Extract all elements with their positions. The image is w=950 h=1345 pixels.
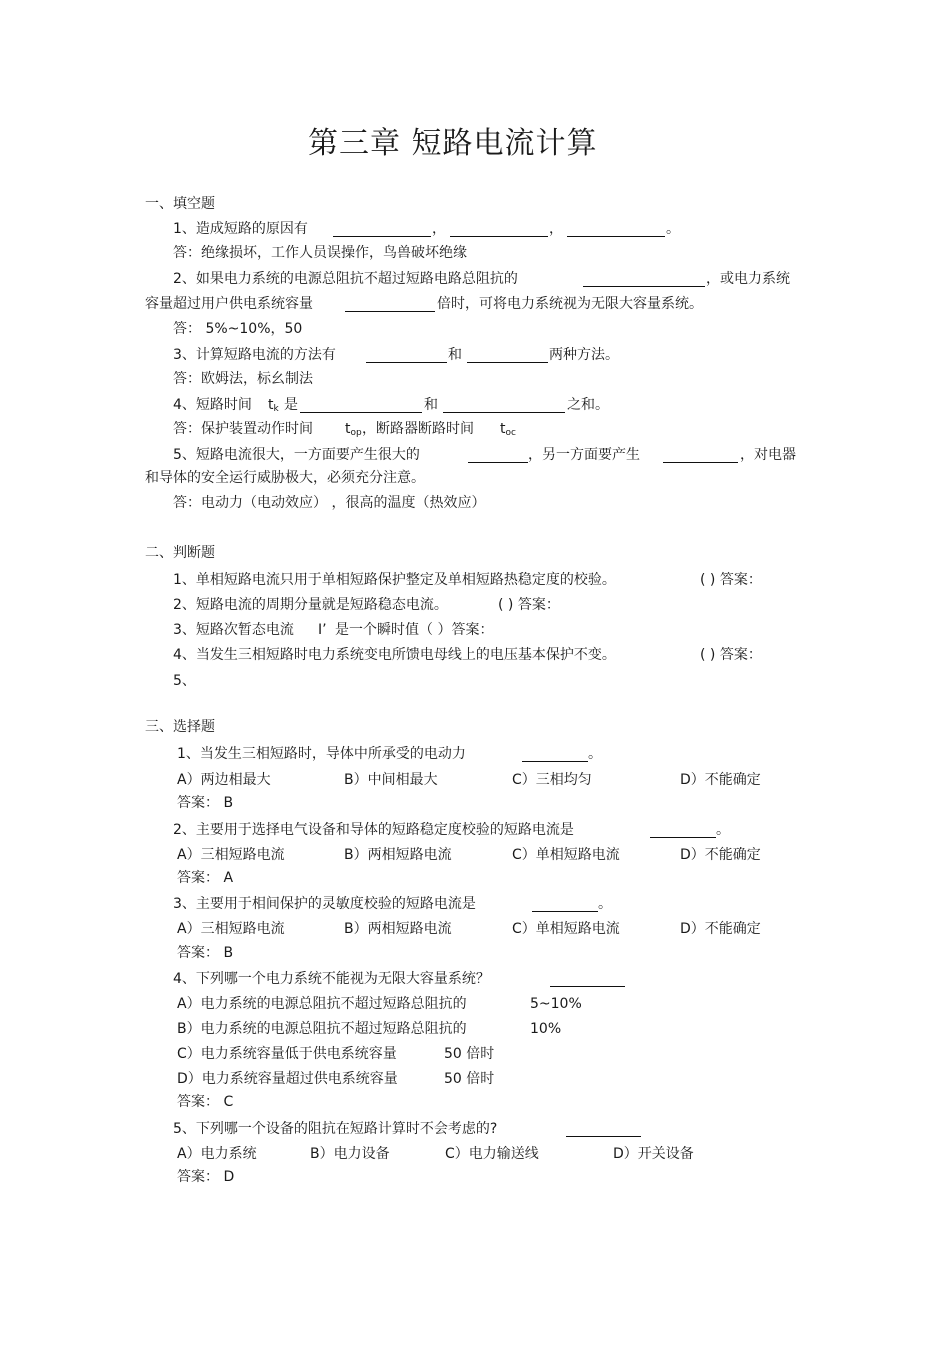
choice-q4-option-b-value: 10% — [530, 1021, 562, 1037]
fill-q2-blank-1[interactable] — [583, 272, 705, 287]
choice-q3-option-d[interactable]: D）不能确定 — [680, 921, 761, 937]
choice-q3-end: 。 — [598, 896, 612, 912]
fill-q1-blank-2[interactable] — [450, 222, 548, 237]
choice-q2-blank[interactable] — [650, 823, 716, 838]
fill-q4-is: 是 — [284, 397, 298, 413]
judge-q3-i-var: I’ — [318, 622, 327, 638]
fill-q4-answer-mid: ，断路器断路时间 — [362, 421, 474, 437]
fill-q5-line2: 和导体的安全运行威胁极大，必须充分注意。 — [145, 470, 425, 486]
fill-q4-answer-toc — [500, 420, 516, 442]
fill-q2-line2-pre: 容量超过用户供电系统容量 — [145, 296, 313, 312]
t-symbol: t — [345, 421, 351, 437]
section-heading-choice: 三、选择题 — [145, 719, 215, 735]
choice-q5-option-b[interactable]: B）电力设备 — [310, 1146, 390, 1162]
judge-q2-answer-box[interactable]: ( ) 答案： — [498, 597, 560, 613]
choice-q3-option-a[interactable]: A）三相短路电流 — [177, 921, 285, 937]
fill-q2-after: ，或电力系统 — [706, 271, 790, 287]
page-title: 第三章 短路电流计算 — [308, 126, 598, 161]
choice-q2-option-d[interactable]: D）不能确定 — [680, 847, 761, 863]
fill-q2-blank-2[interactable] — [345, 297, 435, 312]
choice-q3-answer: 答案： B — [177, 945, 234, 961]
choice-q1-option-d[interactable]: D）不能确定 — [680, 772, 761, 788]
fill-q5-text: 5、短路电流很大，一方面要产生很大的 — [173, 447, 420, 463]
fill-q4-text: 4、短路时间 — [173, 397, 252, 413]
fill-q2-line2-post: 倍时，可将电力系统视为无限大容量系统。 — [437, 296, 703, 312]
fill-q3-blank-2[interactable] — [467, 348, 548, 363]
choice-q1-text: 1、当发生三相短路时，导体中所承受的电动力 — [177, 746, 466, 762]
t-subscript-k: k — [273, 404, 279, 414]
t-subscript-oc: oc — [505, 428, 516, 438]
choice-q5-option-a[interactable]: A）电力系统 — [177, 1146, 257, 1162]
choice-q5-option-d[interactable]: D）开关设备 — [613, 1146, 694, 1162]
fill-q2-answer: 答： 5%~10%，50 — [173, 321, 303, 337]
choice-q4-option-b[interactable]: B）电力系统的电源总阻抗不超过短路总阻抗的 — [177, 1021, 467, 1037]
fill-q4-t-var — [268, 396, 279, 418]
choice-q2-answer: 答案： A — [177, 870, 234, 886]
fill-q5-end: ，对电器 — [740, 447, 796, 463]
fill-q1-blank-1[interactable] — [333, 222, 431, 237]
fill-q1-answer: 答：绝缘损坏，工作人员误操作，鸟兽破坏绝缘 — [173, 245, 467, 261]
judge-q4-answer-box[interactable]: ( ) 答案： — [700, 647, 762, 663]
choice-q1-answer: 答案： B — [177, 795, 234, 811]
section-heading-judge: 二、判断题 — [145, 545, 215, 561]
choice-q4-option-a[interactable]: A）电力系统的电源总阻抗不超过短路总阻抗的 — [177, 996, 467, 1012]
choice-q3-blank[interactable] — [532, 897, 598, 912]
fill-q5-blank-1[interactable] — [468, 448, 528, 463]
fill-q5-mid: ，另一方面要产生 — [528, 447, 640, 463]
fill-q3-answer: 答：欧姆法，标幺制法 — [173, 371, 313, 387]
choice-q3-option-c[interactable]: C）单相短路电流 — [512, 921, 620, 937]
fill-q4-answer-top — [345, 420, 362, 442]
choice-q2-option-c[interactable]: C）单相短路电流 — [512, 847, 620, 863]
fill-q4-end: 之和。 — [567, 397, 609, 413]
choice-q4-option-d-value: 50 倍时 — [444, 1071, 495, 1087]
fill-q5-blank-2[interactable] — [663, 448, 738, 463]
t-subscript-op: op — [350, 428, 362, 438]
fill-q4-blank-2[interactable] — [443, 398, 565, 413]
t-symbol: t — [268, 397, 274, 413]
judge-q3-text: 3、短路次暂态电流 — [173, 622, 294, 638]
fill-q5-answer: 答：电动力（电动效应） ，很高的温度（热效应） — [173, 495, 486, 511]
fill-q3-text: 3、计算短路电流的方法有 — [173, 347, 336, 363]
judge-q5-text: 5、 — [173, 673, 196, 689]
choice-q4-blank[interactable] — [550, 972, 625, 987]
choice-q1-end: 。 — [588, 746, 602, 762]
fill-q1-sep: ， — [549, 221, 563, 237]
choice-q2-end: 。 — [716, 822, 730, 838]
section-heading-fill: 一、填空题 — [145, 196, 215, 212]
judge-q2-text: 2、短路电流的周期分量就是短路稳态电流。 — [173, 597, 448, 613]
choice-q2-text: 2、主要用于选择电气设备和导体的短路稳定度校验的短路电流是 — [173, 822, 574, 838]
judge-q4-text: 4、当发生三相短路时电力系统变电所馈电母线上的电压基本保护不变。 — [173, 647, 616, 663]
fill-q4-mid: 和 — [424, 397, 438, 413]
fill-q3-mid: 和 — [448, 347, 462, 363]
choice-q1-option-c[interactable]: C）三相均匀 — [512, 772, 592, 788]
choice-q2-option-a[interactable]: A）三相短路电流 — [177, 847, 285, 863]
choice-q4-option-d[interactable]: D）电力系统容量超过供电系统容量 — [177, 1071, 398, 1087]
choice-q1-blank[interactable] — [522, 747, 588, 762]
fill-q1-blank-3[interactable] — [567, 222, 665, 237]
fill-q1-text: 1、造成短路的原因有 — [173, 221, 308, 237]
choice-q4-option-c[interactable]: C）电力系统容量低于供电系统容量 — [177, 1046, 397, 1062]
choice-q5-option-c[interactable]: C）电力输送线 — [445, 1146, 539, 1162]
fill-q3-end: 两种方法。 — [549, 347, 619, 363]
fill-q1-end: 。 — [666, 221, 680, 237]
choice-q4-text: 4、下列哪一个电力系统不能视为无限大容量系统？ — [173, 971, 490, 987]
fill-q4-blank-1[interactable] — [300, 398, 422, 413]
choice-q5-text: 5、下列哪一个设备的阻抗在短路计算时不会考虑的? — [173, 1121, 498, 1137]
choice-q4-option-a-value: 5~10% — [530, 996, 582, 1012]
fill-q2-text: 2、如果电力系统的电源总阻抗不超过短路电路总阻抗的 — [173, 271, 518, 287]
choice-q3-option-b[interactable]: B）两相短路电流 — [344, 921, 452, 937]
choice-q5-blank[interactable] — [566, 1122, 641, 1137]
fill-q1-sep: ， — [432, 221, 446, 237]
choice-q1-option-b[interactable]: B）中间相最大 — [344, 772, 438, 788]
choice-q4-option-c-value: 50 倍时 — [444, 1046, 495, 1062]
choice-q4-answer: 答案： C — [177, 1094, 234, 1110]
judge-q3-answer-box[interactable]: 是一个瞬时值（ ）答案： — [335, 622, 494, 638]
fill-q3-blank-1[interactable] — [366, 348, 447, 363]
judge-q1-text: 1、单相短路电流只用于单相短路保护整定及单相短路热稳定度的校验。 — [173, 572, 616, 588]
choice-q5-answer: 答案： D — [177, 1169, 235, 1185]
choice-q1-option-a[interactable]: A）两边相最大 — [177, 772, 271, 788]
choice-q2-option-b[interactable]: B）两相短路电流 — [344, 847, 452, 863]
t-symbol: t — [500, 421, 506, 437]
judge-q1-answer-box[interactable]: ( ) 答案： — [700, 572, 762, 588]
fill-q4-answer-pre: 答：保护装置动作时间 — [173, 421, 313, 437]
choice-q3-text: 3、主要用于相间保护的灵敏度校验的短路电流是 — [173, 896, 476, 912]
